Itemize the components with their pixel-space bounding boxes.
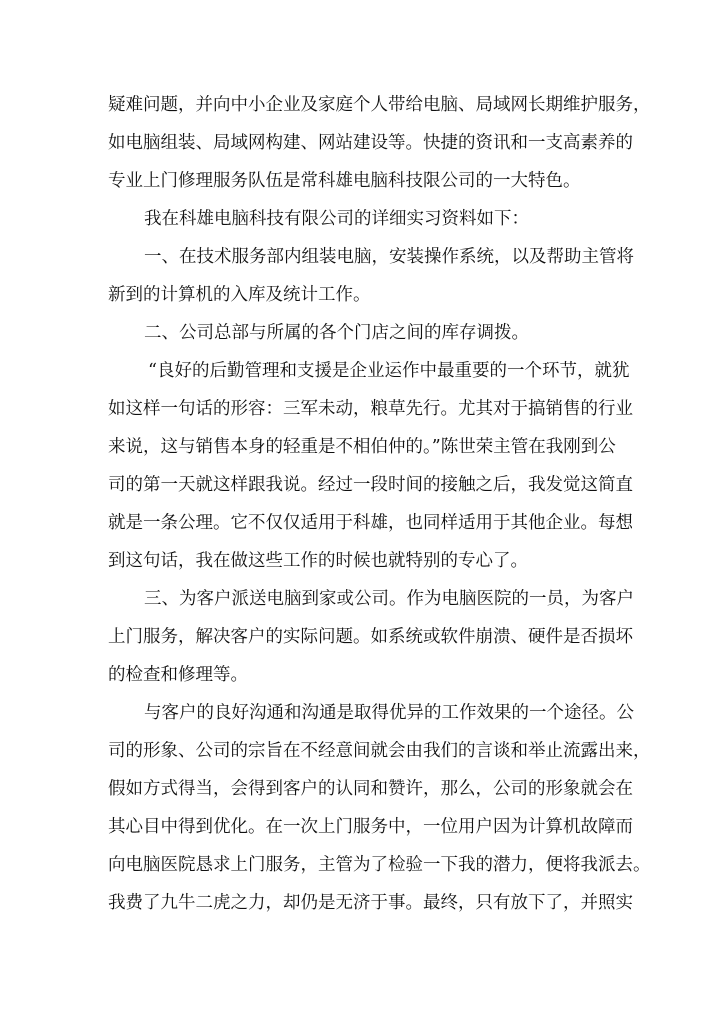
text-line: 的检查和修理等。 — [108, 665, 248, 685]
text-line: 到这句话，我在做这些工作的时候也就特别的专心了。 — [108, 551, 528, 571]
text-line: 疑难问题，并向中小企业及家庭个人带给电脑、局域网长期维护服务， — [108, 95, 651, 115]
quote-line: “良好的后勤管理和支援是企业运作中最重要的一个环节，就犹 — [148, 361, 630, 381]
text-line: 专业上门修理服务队伍是常科雄电脑科技限公司的一大特色。 — [108, 171, 581, 191]
text-line: 我费了九牛二虎之力，却仍是无济于事。最终，只有放下了，并照实 — [108, 893, 633, 913]
text-line: 假如方式得当，会得到客户的认同和赞许，那么，公司的形象就会在 — [108, 779, 633, 799]
text-line: 就是一条公理。它不仅仅适用于科雄，也同样适用于其他企业。每想 — [108, 513, 633, 533]
text-line: 新到的计算机的入库及统计工作。 — [108, 285, 371, 305]
item-three-line: 三、为客户派送电脑到家或公司。作为电脑医院的一员，为客户 — [144, 589, 634, 609]
item-one-line: 一、在技术服务部内组装电脑，安装操作系统，以及帮助主管将 — [144, 247, 634, 267]
text-line: 向电脑医院恳求上门服务，主管为了检验一下我的潜力，便将我派去。 — [108, 855, 651, 875]
text-line: 如这样一句话的形容：三军未动，粮草先行。尤其对于搞销售的行业 — [108, 399, 633, 419]
text-line: 上门服务，解决客户的实际问题。如系统或软件崩溃、硬件是否损坏 — [108, 627, 633, 647]
text-line: 如电脑组装、局域网构建、网站建设等。快捷的资讯和一支高素养的 — [108, 133, 633, 153]
text-line: 司的第一天就这样跟我说。经过一段时间的接触之后，我发觉这简直 — [108, 475, 633, 495]
text-line: 其心目中得到优化。在一次上门服务中，一位用户因为计算机故障而 — [108, 817, 633, 837]
item-two-line: 二、公司总部与所属的各个门店之间的库存调拨。 — [144, 323, 529, 343]
text-line: 司的形象、公司的宗旨在不经意间就会由我们的言谈和举止流露出来， — [108, 741, 651, 761]
paragraph-communication-line: 与客户的良好沟通和沟通是取得优异的工作效果的一个途径。公 — [144, 703, 634, 723]
paragraph-intro-line: 我在科雄电脑科技有限公司的详细实习资料如下： — [144, 209, 529, 229]
text-line: 来说，这与销售本身的轻重是不相伯仲的。”陈世荣主管在我刚到公 — [108, 437, 616, 457]
